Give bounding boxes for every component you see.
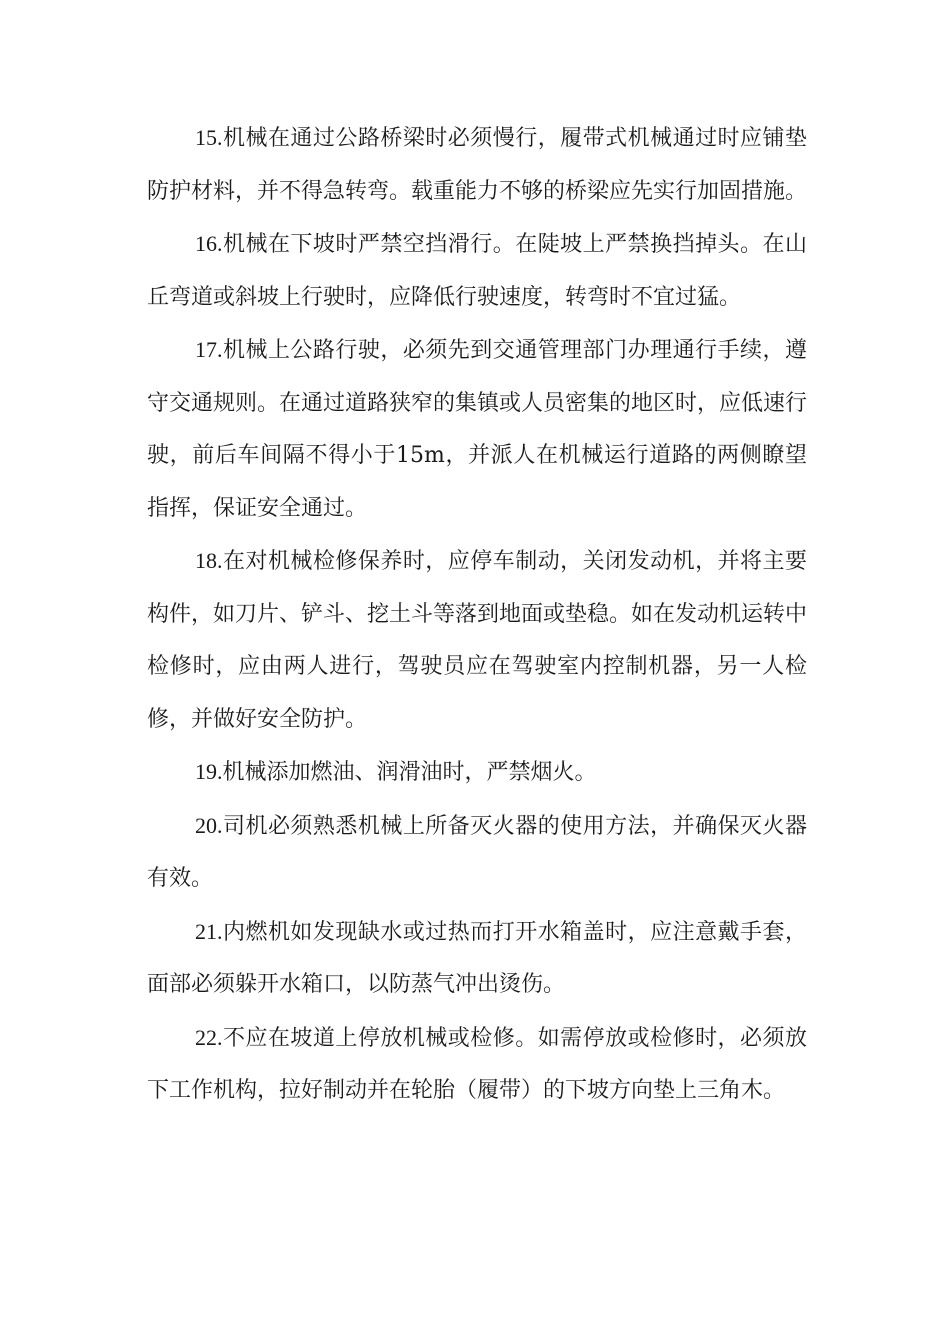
document-body [147, 112, 807, 1118]
paragraph-number: 20. [195, 812, 223, 838]
paragraph-text: 机械在通过公路桥梁时必须慢行，履带式机械通过时应铺垫防护材料，并不得急转弯。载重能力不够的桥梁应先实行加固措施。 [147, 126, 808, 204]
paragraph-22 [147, 1012, 807, 1118]
paragraph-number: 22. [195, 1024, 223, 1050]
paragraph-text: 内燃机如发现缺水或过热而打开水箱盖时，应注意戴手套，面部必须躲开水箱口，以防蒸气冲出烫伤。 [147, 919, 807, 997]
paragraph-text: 机械在下坡时严禁空挡滑行。在陡坡上严禁换挡掉头。在山丘弯道或斜坡上行驶时，应降低行驶速度，转弯时不宜过猛。 [147, 232, 807, 310]
paragraph-21 [147, 906, 807, 1012]
paragraph-18 [147, 535, 807, 746]
paragraph-number: 18. [195, 548, 223, 573]
paragraph-text: 机械添加燃油、润滑油时，严禁烟火。 [222, 760, 597, 785]
paragraph-20 [147, 800, 807, 906]
paragraph-text: 机械上公路行驶，必须先到交通管理部门办理通行手续，遵守交通规则。在通过道路狭窄的集镇或人员密集的地区时，应低速行驶，前后车间隔不得小于15m，并派人在机械运行道路的两侧瞭望指挥，保证安全通过。 [147, 338, 808, 521]
paragraph-number: 17. [195, 337, 223, 362]
paragraph-text: 司机必须熟悉机械上所备灭火器的使用方法，并确保灭火器有效。 [147, 813, 807, 891]
paragraph-15 [147, 112, 807, 218]
paragraph-19 [147, 746, 807, 800]
paragraph-number: 19. [195, 759, 223, 784]
paragraph-number: 21. [195, 918, 223, 944]
paragraph-16 [147, 218, 807, 324]
paragraph-17 [147, 324, 807, 535]
paragraph-text: 在对机械检修保养时，应停车制动，关闭发动机，并将主要构件，如刀片、铲斗、挖土斗等落到地面或垫稳。如在发动机运转中检修时，应由两人进行，驾驶员应在驾驶室内控制机器，另一人检修，并做好安全防护。 [147, 549, 808, 732]
paragraph-number: 15. [195, 125, 223, 150]
paragraph-text: 不应在坡道上停放机械或检修。如需停放或检修时，必须放下工作机构，拉好制动并在轮胎（履带）的下坡方向垫上三角木。 [147, 1025, 807, 1103]
paragraph-number: 16. [195, 231, 223, 256]
